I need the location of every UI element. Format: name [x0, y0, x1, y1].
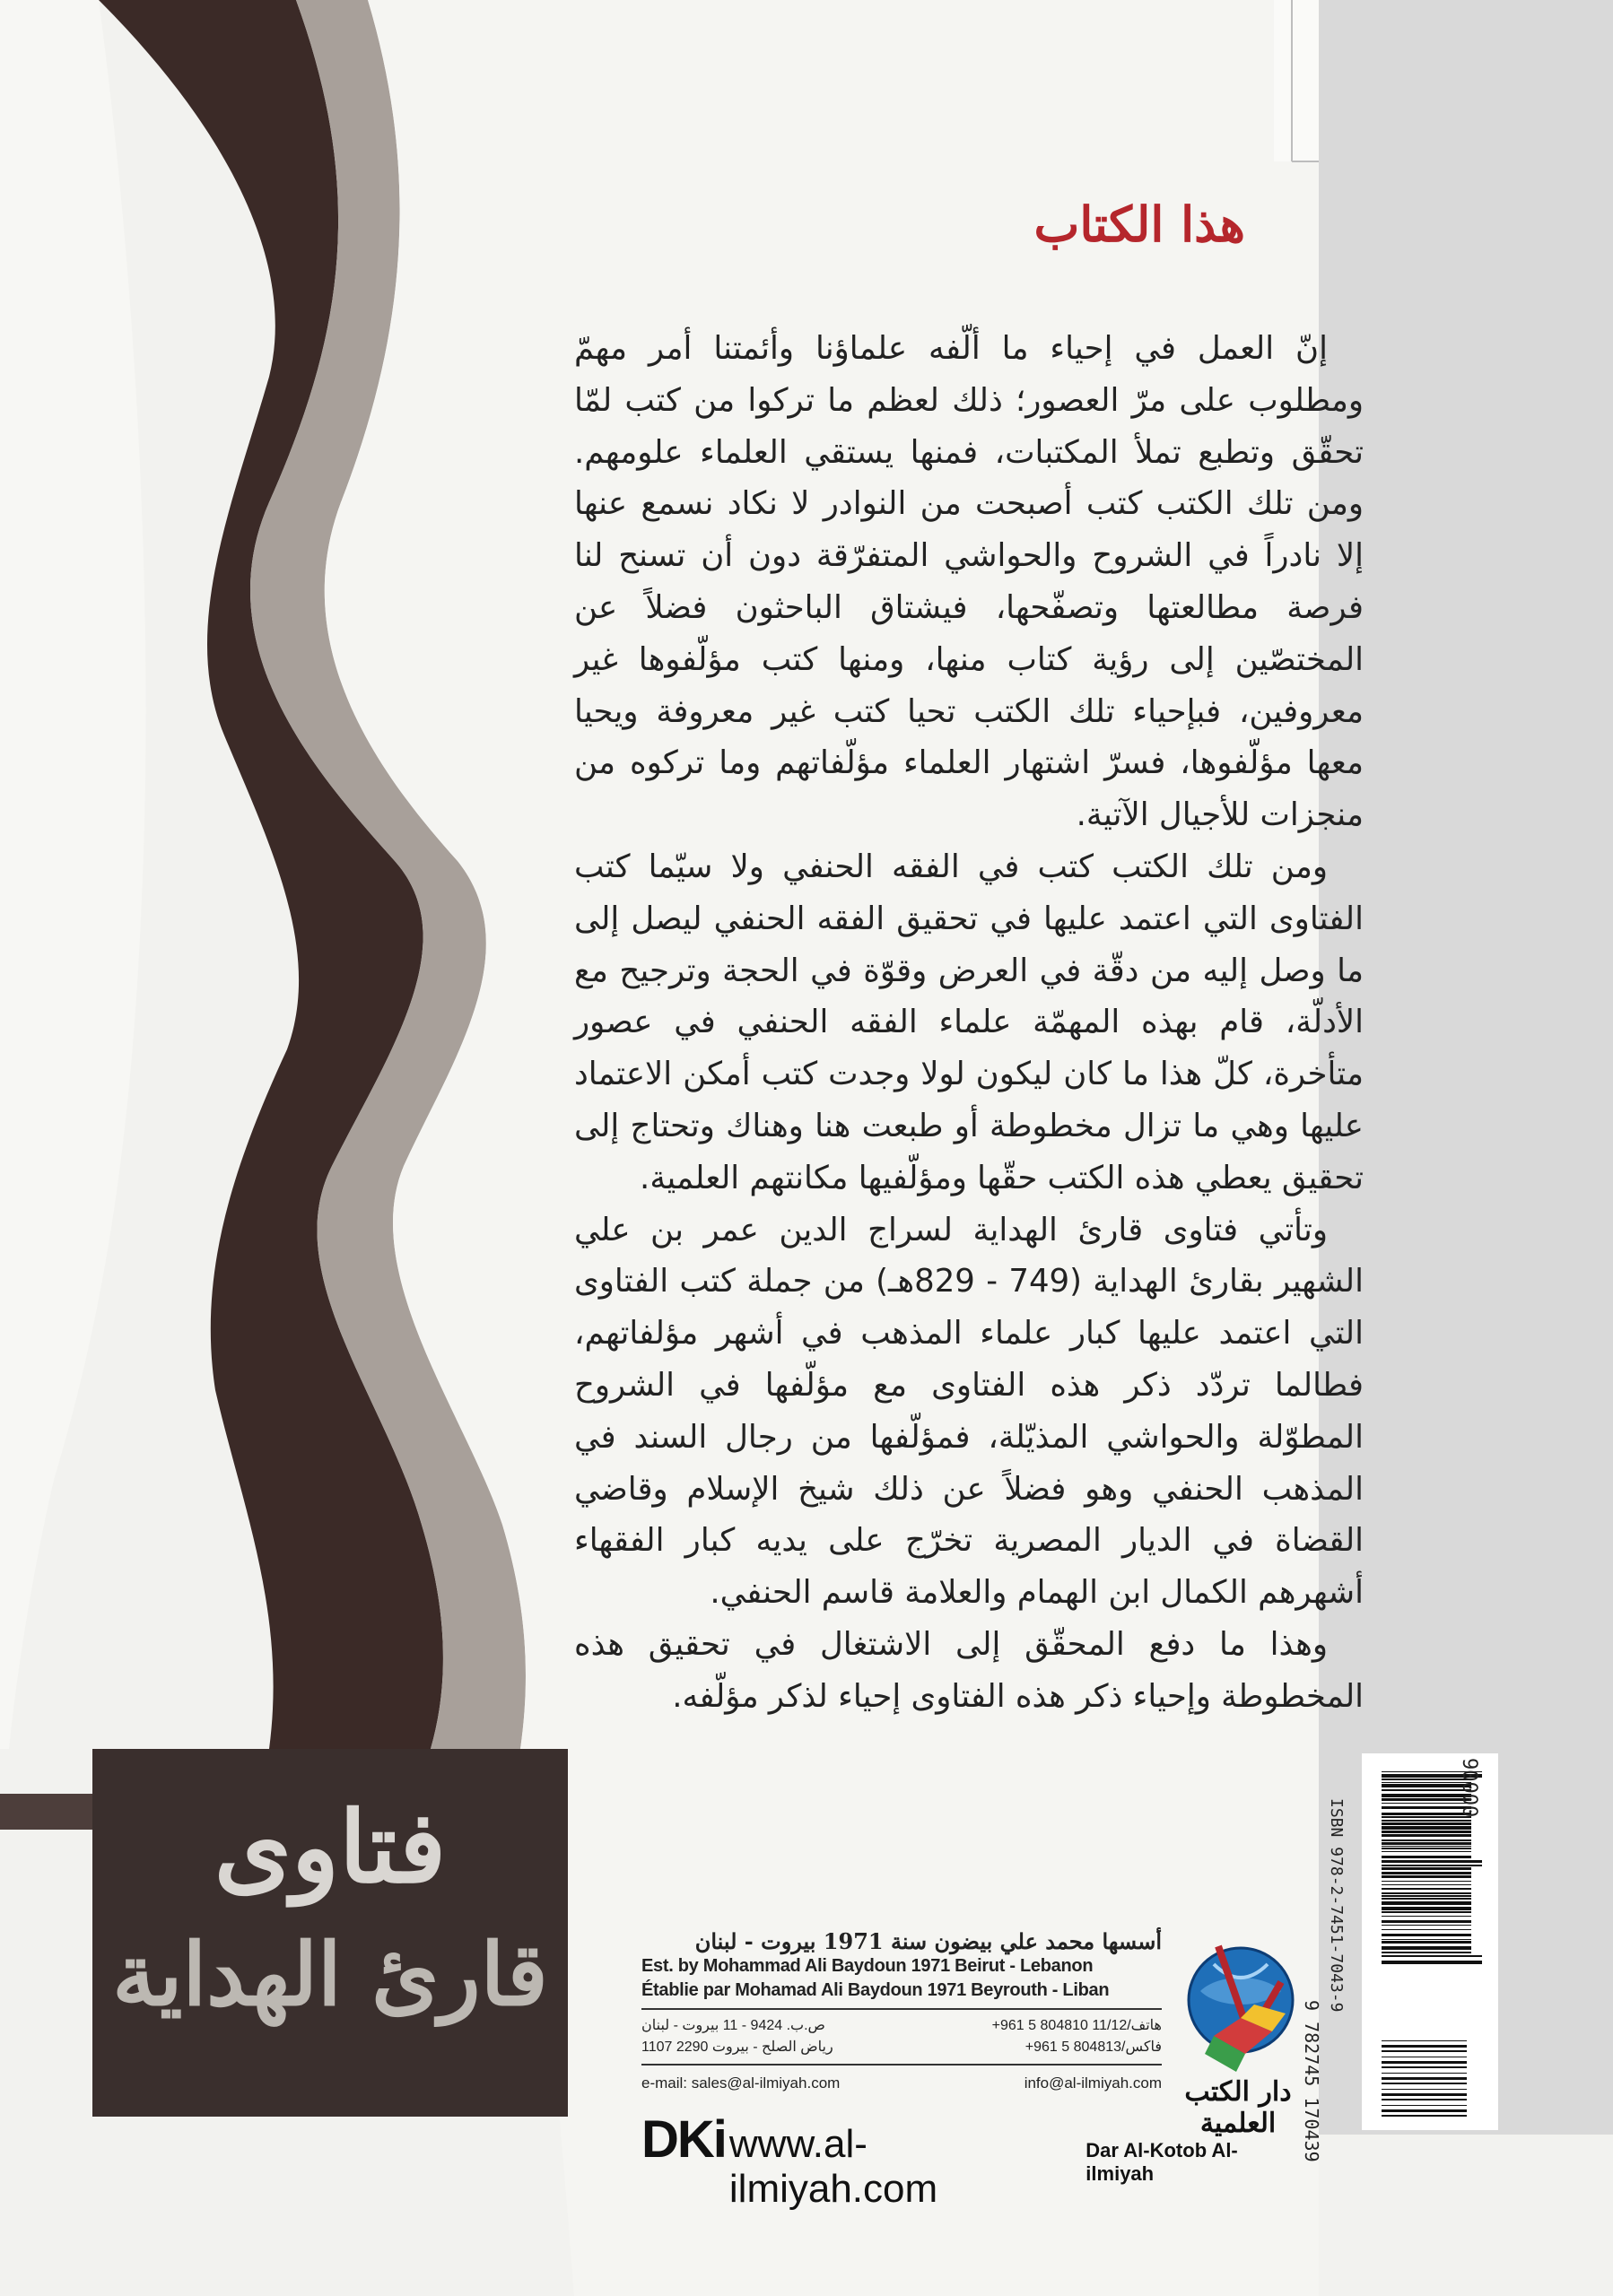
email-info: info@al-ilmiyah.com: [1024, 2074, 1162, 2092]
description-paragraph: وتأتي فتاوى قارئ الهداية لسراج الدين عمر بن علي الشهير بقارئ الهداية (749 - 829هـ) من جملة كتب الفتاوى التي اعتمد عليها كبار علماء المذهب في أشهر مؤلفاتهم، فطالما تردّد ذكر هذه الفتاوى مع مؤلّفها في الشروح المطوّلة والحواشي المذيّلة، فمؤلّفها من رجال السند في المذهب الحنفي وهو فضلاً عن ذلك شيخ الإسلام وقاضي القضاة في الديار المصرية تخرّج على يديه كبار الفقهاء أشهرهم الكمال ابن الهمام والعلامة قاسم الحنفي.: [574, 1211, 1364, 1612]
description-paragraph: ومن تلك الكتب كتب في الفقه الحنفي ولا سيّما كتب الفتاوى التي اعتمد عليها في تحقيق الفقه الحنفي ليصل إلى ما وصل إليه من دقّة في العرض وقوّة في الحجة وترجيح مع الأدلّة، قام بهذه المهمّة علماء الفقه الحنفي في عصور متأخرة، كلّ هذا ما كان ليكون لولا وجدت كتب أمكن الاعتماد عليها وهي ما تزال مخطوطة أو طبعت هنا وهناك وتحتاج إلى تحقيق يعطي هذه الكتب حقّها ومؤلّفيها مكانتهم العلمية.: [574, 848, 1364, 1196]
publisher-founded-english: Est. by Mohammad Ali Baydoun 1971 Beirut - Lebanon: [641, 1956, 1094, 1976]
email-row: [641, 2074, 1162, 2092]
publisher-founded-arabic: أسسها محمد علي بيضون سنة 1971 بيروت - لبنان: [694, 1928, 1162, 1954]
description-paragraph: إنّ العمل في إحياء ما ألّفه علماؤنا وأئمتنا أمر مهمّ ومطلوب على مرّ العصور؛ ذلك لعظم ما تركوا من كتب لمّا تحقّق وتطبع تملأ المكتبات، فمنها يستقي العلماء علومهم. ومن تلك الكتب كتب أصبحت من النوادر لا نكاد نسمع عنها إلا نادراً في الشروح والحواشي المتفرّقة دون أن تسنح لنا فرصة مطالعتها وتصفّحها، فيشتاق الباحثون فضلاً عن المختصّين إلى رؤية كتاب منها، ومنها كتب مؤلّفوها غير معروفين، فبإحياء تلك الكتب تحيا كتب غير معروفة ويحيا معها مؤلّفوها، فسرّ اشتهار العلماء مؤلّفاتهم وما تركوه من منجزات للأجيال الآتية.: [574, 330, 1364, 834]
isbn-barcode-number: 9 782745 170439: [1301, 2000, 1322, 2162]
book-title-line-2: قارئ الهداية: [112, 1924, 548, 2025]
dki-brand: DKi: [641, 2110, 726, 2169]
isbn-label: ISBN 978-2-7451-7043-9: [1327, 1798, 1346, 2013]
website-url: www.al-ilmiyah.com: [728, 2122, 938, 2211]
divider: [641, 2064, 1162, 2066]
description-paragraph: وهذا ما دفع المحقّق إلى الاشتغال في تحقيق هذه المخطوطة وإحياء ذكر هذه الفتاوى إحياء لذكر مؤلّفه.: [574, 1625, 1364, 1715]
isbn-addon: 90000: [1458, 1758, 1480, 1818]
email-sales: e-mail: sales@al-ilmiyah.com: [641, 2074, 841, 2092]
book-title-box: [92, 1749, 568, 2117]
publisher-founded-french: Établie par Mohamad Ali Baydoun 1971 Beyrouth - Liban: [641, 1980, 1110, 2000]
publisher-name-arabic: دار الكتب العلمية: [1184, 2076, 1292, 2139]
book-description: [574, 323, 1364, 1723]
section-heading: هذا الكتاب: [1033, 196, 1245, 253]
contact-details: [641, 2015, 1162, 2058]
address: رياض الصلح - بيروت 2290 1107: [641, 2039, 833, 2055]
book-title-line-1: فتاوى: [214, 1789, 447, 1905]
publisher-info: [641, 1928, 1162, 2092]
publisher-name-english: Dar Al-Kotob Al-ilmiyah: [1086, 2139, 1238, 2185]
phone-number: هاتف/11/12 804810 5 961+: [991, 2018, 1162, 2033]
fax-number: فاكس/804813 5 961+: [1024, 2039, 1162, 2055]
divider: [641, 2008, 1162, 2010]
po-box: ص.ب. 9424 - 11 بيروت - لبنان: [641, 2018, 825, 2033]
